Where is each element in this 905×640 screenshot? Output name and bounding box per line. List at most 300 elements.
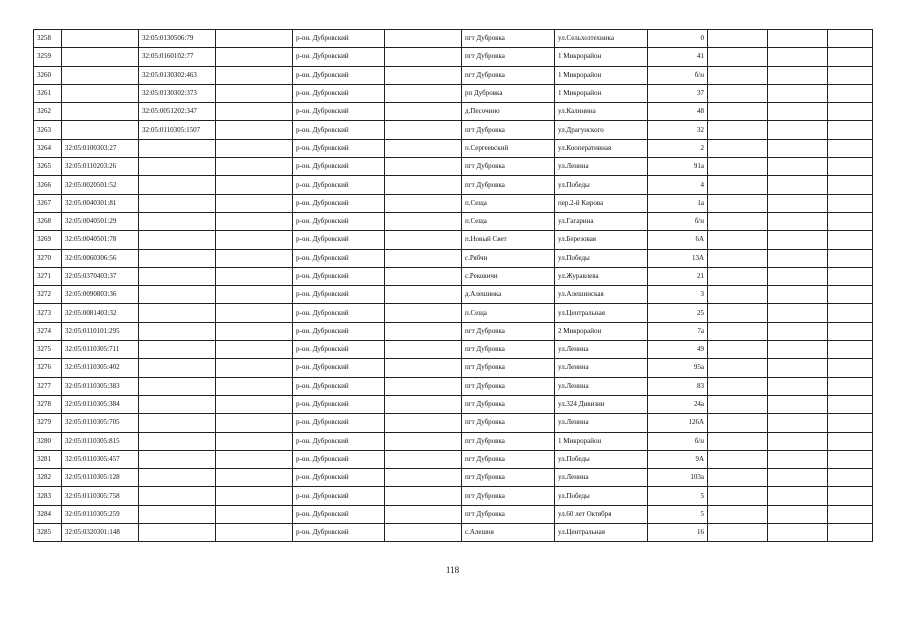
table-cell [62, 48, 139, 66]
table-cell [708, 194, 768, 212]
table-cell [62, 103, 139, 121]
table-cell [828, 84, 873, 102]
table-cell [385, 139, 462, 157]
table-cell: ул.Гагарина [555, 212, 648, 230]
table-cell [828, 30, 873, 48]
table-cell: р-он. Дубровский [293, 450, 385, 468]
table-row [34, 249, 873, 267]
table-cell [768, 304, 828, 322]
table-cell [385, 524, 462, 542]
table-cell: 3284 [34, 505, 62, 523]
table-cell [139, 322, 216, 340]
table-cell: 3269 [34, 231, 62, 249]
table-cell: 32:05:0020501:52 [62, 176, 139, 194]
table-cell: 41 [648, 48, 708, 66]
table-cell [828, 212, 873, 230]
table-cell: ул.Драгунского [555, 121, 648, 139]
table-cell [139, 304, 216, 322]
table-cell: д.Алешинка [462, 286, 555, 304]
table-cell: р-он. Дубровский [293, 487, 385, 505]
table-cell [768, 395, 828, 413]
table-cell [385, 158, 462, 176]
table-cell [385, 66, 462, 84]
table-cell [768, 524, 828, 542]
table-cell [139, 176, 216, 194]
table-cell [768, 487, 828, 505]
table-cell [216, 267, 293, 285]
table-cell [385, 432, 462, 450]
table-cell: пгт Дубровка [462, 48, 555, 66]
table-cell [708, 487, 768, 505]
table-cell: ул.Центральная [555, 524, 648, 542]
table-cell: 32:05:0110305:384 [62, 395, 139, 413]
table-cell: р-он. Дубровский [293, 158, 385, 176]
table-cell: 2 Микрорайон [555, 322, 648, 340]
table-cell: 1 Микрорайон [555, 66, 648, 84]
table-cell: 3261 [34, 84, 62, 102]
table-cell: 3263 [34, 121, 62, 139]
table-row [34, 377, 873, 395]
table-row [34, 176, 873, 194]
table-cell: р-он. Дубровский [293, 48, 385, 66]
table-cell: 83 [648, 377, 708, 395]
table-cell [139, 267, 216, 285]
table-cell: р-он. Дубровский [293, 377, 385, 395]
table-cell [139, 158, 216, 176]
table-cell: 32:05:0370403:37 [62, 267, 139, 285]
table-cell: 37 [648, 84, 708, 102]
table-cell [139, 212, 216, 230]
table-cell: 32:05:0110305:705 [62, 414, 139, 432]
table-cell [828, 267, 873, 285]
table-cell [768, 450, 828, 468]
table-cell: 3258 [34, 30, 62, 48]
table-cell [216, 432, 293, 450]
table-cell: ул.Ленина [555, 414, 648, 432]
table-cell [828, 48, 873, 66]
table-cell [708, 84, 768, 102]
table-cell: 32:05:0081403:32 [62, 304, 139, 322]
table-cell: 3278 [34, 395, 62, 413]
table-row [34, 158, 873, 176]
table-cell: 3262 [34, 103, 62, 121]
table-row [34, 139, 873, 157]
table-cell: 3276 [34, 359, 62, 377]
table-cell [708, 304, 768, 322]
table-row [34, 304, 873, 322]
table-row [34, 414, 873, 432]
table-row [34, 505, 873, 523]
table-cell [62, 121, 139, 139]
table-cell [828, 176, 873, 194]
table-cell: пгт Дубровка [462, 377, 555, 395]
table-cell [708, 524, 768, 542]
table-cell: пер.2-й Кирова [555, 194, 648, 212]
table-cell: б/н [648, 212, 708, 230]
table-cell: 0 [648, 30, 708, 48]
table-cell [139, 395, 216, 413]
table-cell [139, 505, 216, 523]
table-cell: р-он. Дубровский [293, 121, 385, 139]
table-cell [828, 450, 873, 468]
table-row [34, 487, 873, 505]
table-cell [708, 66, 768, 84]
table-cell [62, 30, 139, 48]
table-cell: п.Сергеевский [462, 139, 555, 157]
table-cell [768, 267, 828, 285]
table-cell: р-он. Дубровский [293, 414, 385, 432]
table-cell: 3274 [34, 322, 62, 340]
table-cell [828, 377, 873, 395]
table-cell [139, 450, 216, 468]
table-row [34, 66, 873, 84]
table-cell: 3281 [34, 450, 62, 468]
table-cell: р-он. Дубровский [293, 322, 385, 340]
table-cell [216, 231, 293, 249]
table-cell: 3264 [34, 139, 62, 157]
table-cell [216, 487, 293, 505]
table-cell [708, 30, 768, 48]
table-cell: 32:05:0040501:78 [62, 231, 139, 249]
table-cell: ул.324 Дивизии [555, 395, 648, 413]
table-cell: ул.Победы [555, 450, 648, 468]
table-cell [828, 286, 873, 304]
table-cell [216, 286, 293, 304]
table-cell [385, 231, 462, 249]
table-cell [768, 84, 828, 102]
table-cell [708, 249, 768, 267]
table-cell: 32:05:0110101:295 [62, 322, 139, 340]
table-cell [768, 66, 828, 84]
table-cell: 3265 [34, 158, 62, 176]
table-cell [216, 66, 293, 84]
table-cell: р-он. Дубровский [293, 103, 385, 121]
table-cell [828, 505, 873, 523]
table-cell [828, 469, 873, 487]
table-cell: пгт Дубровка [462, 359, 555, 377]
table-cell: п.Сеща [462, 194, 555, 212]
table-cell: пгт Дубровка [462, 66, 555, 84]
table-cell: р-он. Дубровский [293, 286, 385, 304]
table-cell: 49 [648, 341, 708, 359]
table-cell [216, 359, 293, 377]
table-cell: 103а [648, 469, 708, 487]
table-cell: р-он. Дубровский [293, 194, 385, 212]
table-cell: 32:05:0130302:463 [139, 66, 216, 84]
table-cell: рп Дубровка [462, 84, 555, 102]
table-cell [828, 194, 873, 212]
table-cell: 32:05:0051202:347 [139, 103, 216, 121]
table-cell: 3 [648, 286, 708, 304]
table-cell: 3272 [34, 286, 62, 304]
table-cell: 24а [648, 395, 708, 413]
table-cell [828, 231, 873, 249]
table-row [34, 341, 873, 359]
table-cell: 3282 [34, 469, 62, 487]
table-cell: пгт Дубровка [462, 432, 555, 450]
table-cell [139, 524, 216, 542]
table-cell: 21 [648, 267, 708, 285]
table-cell [139, 487, 216, 505]
table-cell [828, 304, 873, 322]
table-cell [768, 194, 828, 212]
table-cell: пгт Дубровка [462, 469, 555, 487]
table-cell: 3280 [34, 432, 62, 450]
table-cell: 3270 [34, 249, 62, 267]
table-cell [139, 432, 216, 450]
table-cell: 4 [648, 176, 708, 194]
table-cell [385, 341, 462, 359]
table-cell [768, 414, 828, 432]
table-cell [708, 103, 768, 121]
table-cell: ул.Калинина [555, 103, 648, 121]
table-cell: 32:05:0040501:29 [62, 212, 139, 230]
table-row [34, 322, 873, 340]
table-cell [139, 194, 216, 212]
table-cell: ул.Ленина [555, 359, 648, 377]
table-cell [139, 414, 216, 432]
table-cell [216, 158, 293, 176]
table-cell: р-он. Дубровский [293, 524, 385, 542]
table-cell: 3260 [34, 66, 62, 84]
table-cell: р-он. Дубровский [293, 469, 385, 487]
table-cell: 32:05:0110305:1507 [139, 121, 216, 139]
table-row [34, 30, 873, 48]
table-cell: ул.Кооперативная [555, 139, 648, 157]
table-cell: ул.Ленина [555, 377, 648, 395]
registry-table-body [34, 30, 873, 542]
table-cell: р-он. Дубровский [293, 249, 385, 267]
table-cell [828, 432, 873, 450]
table-cell: 1а [648, 194, 708, 212]
table-cell [385, 377, 462, 395]
table-cell: пгт Дубровка [462, 30, 555, 48]
table-cell: р-он. Дубровский [293, 341, 385, 359]
table-cell [828, 359, 873, 377]
table-cell [139, 249, 216, 267]
table-cell: 2 [648, 139, 708, 157]
table-row [34, 212, 873, 230]
table-cell [216, 103, 293, 121]
table-cell [216, 377, 293, 395]
table-cell [828, 524, 873, 542]
table-cell [216, 505, 293, 523]
registry-table [33, 29, 873, 542]
table-cell: 3266 [34, 176, 62, 194]
page-number: 118 [445, 565, 460, 575]
table-cell: 3267 [34, 194, 62, 212]
table-cell [216, 84, 293, 102]
table-cell: ул.Центральная [555, 304, 648, 322]
table-cell [768, 231, 828, 249]
table-cell [828, 487, 873, 505]
table-cell [768, 103, 828, 121]
table-cell: ул.Ленина [555, 341, 648, 359]
table-row [34, 84, 873, 102]
table-cell [385, 487, 462, 505]
table-cell: 3275 [34, 341, 62, 359]
table-cell: 32:05:0090803:36 [62, 286, 139, 304]
table-cell [708, 432, 768, 450]
table-cell [139, 469, 216, 487]
table-cell [139, 377, 216, 395]
table-cell [385, 176, 462, 194]
table-cell [768, 469, 828, 487]
table-cell [708, 359, 768, 377]
table-cell [828, 395, 873, 413]
table-cell: р-он. Дубровский [293, 505, 385, 523]
table-cell: 32:05:0040301:81 [62, 194, 139, 212]
table-cell [216, 249, 293, 267]
table-cell: 1 Микрорайон [555, 432, 648, 450]
table-cell [385, 103, 462, 121]
table-cell: 32:05:0110203:26 [62, 158, 139, 176]
table-cell [216, 194, 293, 212]
table-cell [768, 341, 828, 359]
table-cell: 32:05:0110305:402 [62, 359, 139, 377]
table-cell [385, 194, 462, 212]
table-cell: р-он. Дубровский [293, 30, 385, 48]
table-cell [768, 158, 828, 176]
table-row [34, 103, 873, 121]
table-cell: 32:05:0110305:758 [62, 487, 139, 505]
table-cell [768, 432, 828, 450]
table-cell: р-он. Дубровский [293, 176, 385, 194]
table-cell [216, 469, 293, 487]
table-cell: р-он. Дубровский [293, 231, 385, 249]
table-cell: 3271 [34, 267, 62, 285]
table-row [34, 121, 873, 139]
table-cell [385, 505, 462, 523]
table-cell [385, 395, 462, 413]
table-cell [768, 359, 828, 377]
table-cell [385, 414, 462, 432]
table-cell [216, 139, 293, 157]
table-cell: ул.Ленина [555, 158, 648, 176]
table-cell: ул.Сельхозтехника [555, 30, 648, 48]
table-cell: р-он. Дубровский [293, 84, 385, 102]
table-cell: 32:05:0110305:457 [62, 450, 139, 468]
table-cell: 32:05:0160102:77 [139, 48, 216, 66]
table-cell: р-он. Дубровский [293, 212, 385, 230]
table-cell [708, 176, 768, 194]
table-cell: пгт Дубровка [462, 158, 555, 176]
table-cell [216, 121, 293, 139]
table-cell: 32:05:0060306:56 [62, 249, 139, 267]
table-cell [216, 212, 293, 230]
table-cell: пгт Дубровка [462, 176, 555, 194]
table-cell: р-он. Дубровский [293, 359, 385, 377]
table-row [34, 48, 873, 66]
table-row [34, 469, 873, 487]
table-row [34, 231, 873, 249]
table-cell: пгт Дубровка [462, 414, 555, 432]
table-cell: д.Песочино [462, 103, 555, 121]
table-cell [385, 304, 462, 322]
table-cell [62, 84, 139, 102]
table-cell [385, 48, 462, 66]
table-cell [385, 469, 462, 487]
table-cell: с.Алешня [462, 524, 555, 542]
table-row [34, 267, 873, 285]
table-cell [708, 505, 768, 523]
table-cell [768, 505, 828, 523]
table-cell [828, 66, 873, 84]
table-cell [385, 212, 462, 230]
table-cell [216, 48, 293, 66]
table-cell [216, 322, 293, 340]
table-cell [385, 286, 462, 304]
table-cell [768, 176, 828, 194]
table-row [34, 395, 873, 413]
table-cell: 6А [648, 231, 708, 249]
table-cell: пгт Дубровка [462, 505, 555, 523]
table-cell [768, 121, 828, 139]
table-cell [385, 30, 462, 48]
table-cell [62, 66, 139, 84]
table-cell: пгт Дубровка [462, 121, 555, 139]
table-cell [708, 231, 768, 249]
table-cell [828, 139, 873, 157]
table-cell: 48 [648, 103, 708, 121]
table-cell: 126А [648, 414, 708, 432]
table-cell [216, 176, 293, 194]
table-cell: 5 [648, 505, 708, 523]
table-cell [385, 84, 462, 102]
table-cell [216, 450, 293, 468]
table-cell: 32:05:0320301:148 [62, 524, 139, 542]
table-cell: б/н [648, 66, 708, 84]
table-cell [828, 414, 873, 432]
table-cell: 3279 [34, 414, 62, 432]
table-cell [768, 249, 828, 267]
table-cell: с.Рябчи [462, 249, 555, 267]
table-cell [139, 359, 216, 377]
table-cell: 16 [648, 524, 708, 542]
table-cell [828, 249, 873, 267]
table-cell: 3283 [34, 487, 62, 505]
table-cell: ул.Алешинская [555, 286, 648, 304]
table-cell [828, 158, 873, 176]
table-cell: ул.Победы [555, 249, 648, 267]
table-cell [768, 322, 828, 340]
table-cell: 25 [648, 304, 708, 322]
table-cell [708, 414, 768, 432]
table-cell: п.Сеща [462, 212, 555, 230]
table-cell: 1 Микрорайон [555, 84, 648, 102]
table-cell: с.Рековичи [462, 267, 555, 285]
table-cell: пгт Дубровка [462, 341, 555, 359]
table-cell [216, 341, 293, 359]
table-row [34, 432, 873, 450]
table-cell [768, 212, 828, 230]
table-cell [708, 322, 768, 340]
table-cell [708, 158, 768, 176]
table-cell: ул.Березовая [555, 231, 648, 249]
table-cell: 3273 [34, 304, 62, 322]
table-cell: п.Новый Свет [462, 231, 555, 249]
table-cell: р-он. Дубровский [293, 267, 385, 285]
table-cell: 3277 [34, 377, 62, 395]
table-cell: 5 [648, 487, 708, 505]
table-cell [385, 249, 462, 267]
table-cell [385, 267, 462, 285]
table-cell: 32:05:0110305:128 [62, 469, 139, 487]
table-cell [768, 286, 828, 304]
table-row [34, 450, 873, 468]
table-cell [708, 286, 768, 304]
table-cell [216, 30, 293, 48]
